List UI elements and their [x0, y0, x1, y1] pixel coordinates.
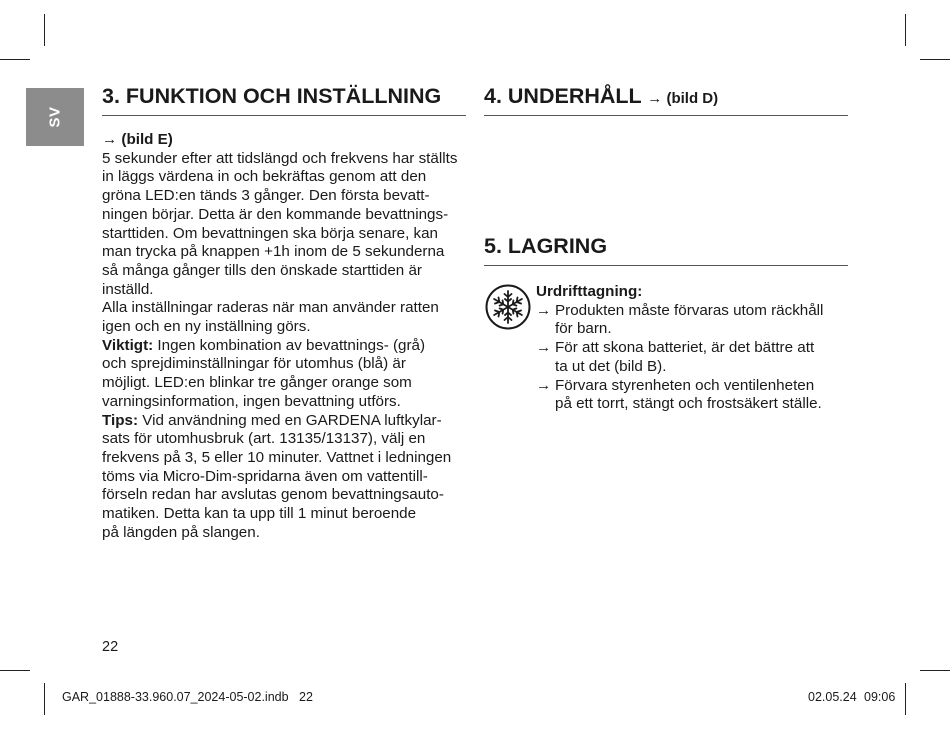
arrow-icon: → [536, 301, 552, 319]
storage-instructions [536, 283, 856, 414]
section-4-figure-reference: → (bild D) [647, 90, 719, 107]
list-item: → Förvara styrenheten och ventilenheten på ett torrt, stängt och frostsäkert ställe. [536, 376, 822, 413]
list-item: → För att skona batteriet, är det bättre att ta ut det (bild B). [536, 339, 815, 375]
crop-mark [44, 683, 45, 715]
tips-label: Tips: [102, 411, 139, 429]
crop-mark [905, 683, 906, 715]
paragraph-important: Viktigt: Ingen kombination av bevattnings- (grå) och sprejdiminställningar för utomhus (blå) är möjligt. LED:en blinkar tre gånger orange som varningsinformation, ingen bevattning utförs. [102, 336, 426, 410]
arrow-icon: → [536, 376, 552, 394]
crop-mark [920, 670, 950, 671]
crop-mark [0, 59, 30, 60]
section-3-rule [102, 115, 466, 116]
section-4-title: 4. UNDERHÅLL → (bild D) [484, 84, 719, 108]
crop-mark [0, 670, 30, 671]
page-number: 22 [102, 639, 119, 655]
arrow-icon: → [536, 339, 552, 357]
figure-reference: → (bild E) [102, 131, 173, 148]
paragraph-reset: Alla inställningar raderas när man använder ratten igen och en ny inställning görs. [102, 299, 439, 336]
list-item: → Produkten måste förvaras utom räckhåll för barn. [536, 301, 824, 338]
decommissioning-heading: Urdrifttagning: [536, 283, 643, 300]
footer-file-info: GAR_01888-33.960.07_2024-05-02.indb 22 [62, 690, 313, 704]
paragraph-tips: Tips: Vid användning med en GARDENA luftkylar- sats för utomhusbruk (art. 13135/13137), välj en frekvens på 3, 5 eller 10 minuter. Vattnet i ledningen töms via Micro-Dim-spridarna även om vattentill- förseln redan har avslutas genom bevattningsauto- matiken. Detta kan ta upp till 1 minut beroende på längden på slangen. [102, 411, 452, 541]
frost-snowflake-icon [484, 283, 532, 331]
section-3-body [102, 131, 472, 542]
language-tab [26, 88, 84, 146]
important-label: Viktigt: [102, 336, 154, 354]
section-5-title: 5. LAGRING [484, 234, 608, 258]
crop-mark [905, 14, 906, 46]
footer-time: 09:06 [864, 690, 896, 704]
footer-date: 02.05.24 [808, 690, 857, 704]
crop-mark [44, 14, 45, 46]
crop-mark [920, 59, 950, 60]
paragraph-setting-confirmation: 5 sekunder efter att tidslängd och frekvens har ställts in läggs värdena in och bekräftas genom att den gröna LED:en tänds 3 gånger. Den första bevatt- ningen börjar. Detta är den kommande bevattnings- starttiden. Om bevattningen ska börja senare, kan man trycka på knappen +1h inom de 5 sekunderna så många gånger tills den önskade starttiden är inställd. [102, 149, 458, 298]
section-5-rule [484, 265, 848, 266]
language-label: SV [46, 106, 64, 128]
section-3-title: 3. FUNKTION OCH INSTÄLLNING [102, 84, 442, 108]
section-4-rule [484, 115, 848, 116]
